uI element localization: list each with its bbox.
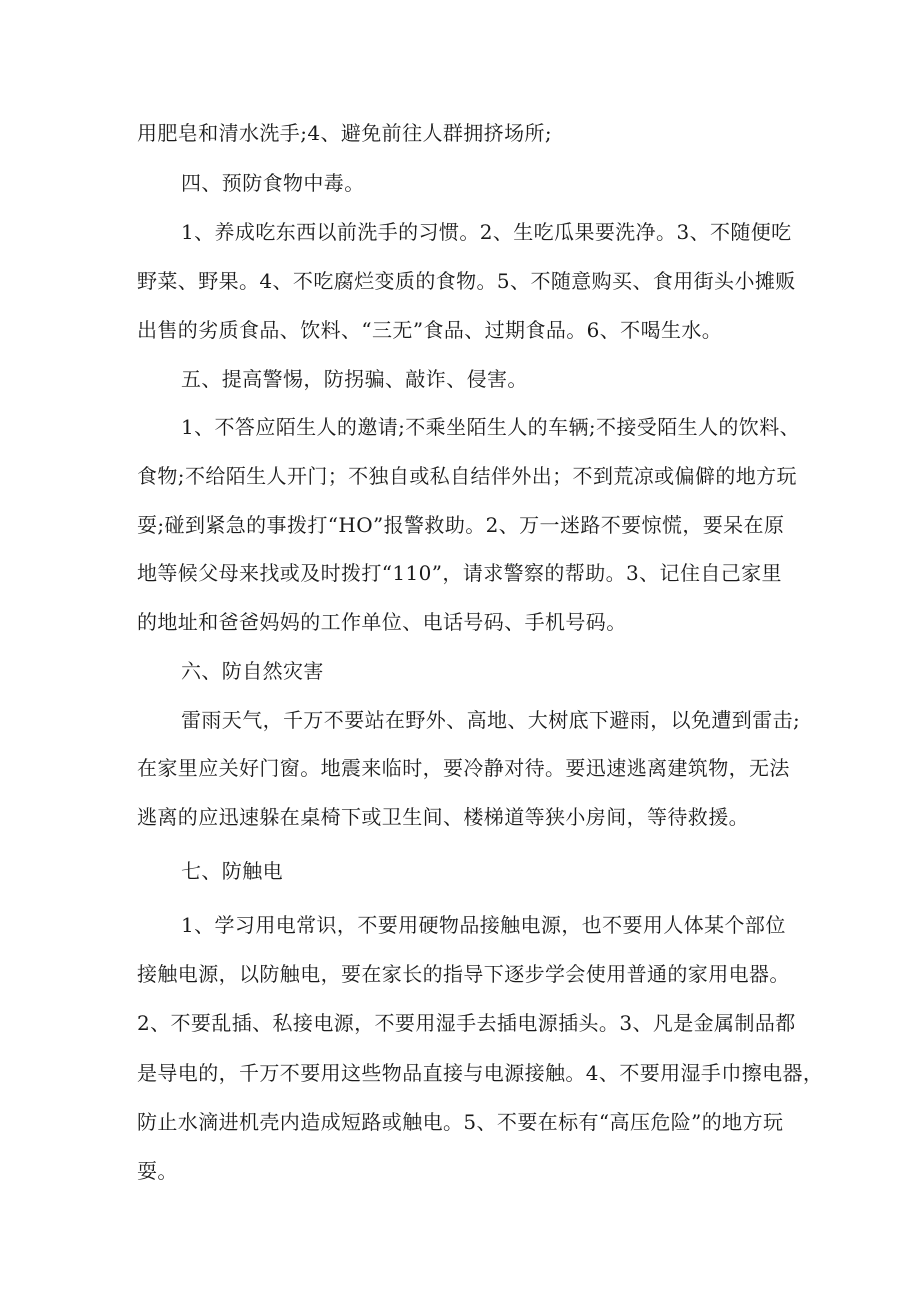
text-line: 接触电源，以防触电，要在家长的指导下逐步学会使用普通的家用电器。	[137, 962, 790, 986]
text-line: 的地址和爸爸妈妈的工作单位、电话号码、手机号码。	[137, 610, 627, 634]
text-line: 1、不答应陌生人的邀请;不乘坐陌生人的车辆;不接受陌生人的饮料、	[181, 415, 801, 439]
section-heading: 六、防自然灾害	[181, 659, 324, 683]
text-line: 食物;不给陌生人开门；不独自或私自结伴外出；不到荒凉或偏僻的地方玩	[137, 464, 797, 488]
text-line: 野菜、野果。4、不吃腐烂变质的食物。5、不随意购买、食用街头小摊贩	[137, 269, 796, 293]
section-heading: 七、防触电	[181, 859, 283, 883]
text-line: 出售的劣质食品、饮料、“三无”食品、过期食品。6、不喝生水。	[137, 318, 723, 342]
text-line: 在家里应关好门窗。地震来临时，要冷静对待。要迅速逃离建筑物，无法	[137, 756, 790, 780]
text-line: 耍。	[137, 1159, 178, 1183]
text-line: 逃离的应迅速躲在桌椅下或卫生间、楼梯道等狭小房间，等待救援。	[137, 805, 749, 829]
text-line: 1、学习用电常识，不要用硬物品接触电源，也不要用人体某个部位	[181, 913, 786, 937]
section-heading: 五、提高警惕，防拐骗、敲诈、侵害。	[181, 367, 528, 391]
text-line: 地等候父母来找或及时拨打“110”，请求警察的帮助。3、记住自己家里	[137, 561, 782, 585]
text-line: 耍;碰到紧急的事拨打“HO”报警救助。2、万一迷路不要惊慌，要呆在原	[137, 513, 785, 537]
text-line: 防止水滴进机壳内造成短路或触电。5、不要在标有“高压危险”的地方玩	[137, 1110, 784, 1134]
text-line: 雷雨天气，千万不要站在野外、高地、大树底下避雨，以免遭到雷击;	[181, 708, 801, 732]
section-heading: 四、预防食物中毒。	[181, 171, 365, 195]
text-line: 用肥皂和清水洗手;4、避免前往人群拥挤场所;	[137, 121, 553, 145]
text-line: 1、养成吃东西以前洗手的习惯。2、生吃瓜果要洗净。3、不随便吃	[181, 220, 792, 244]
text-line: 是导电的，千万不要用这些物品直接与电源接触。4、不要用湿手巾擦电器，	[137, 1061, 824, 1085]
text-line: 2、不要乱插、私接电源，不要用湿手去插电源插头。3、凡是金属制品都	[137, 1011, 796, 1035]
